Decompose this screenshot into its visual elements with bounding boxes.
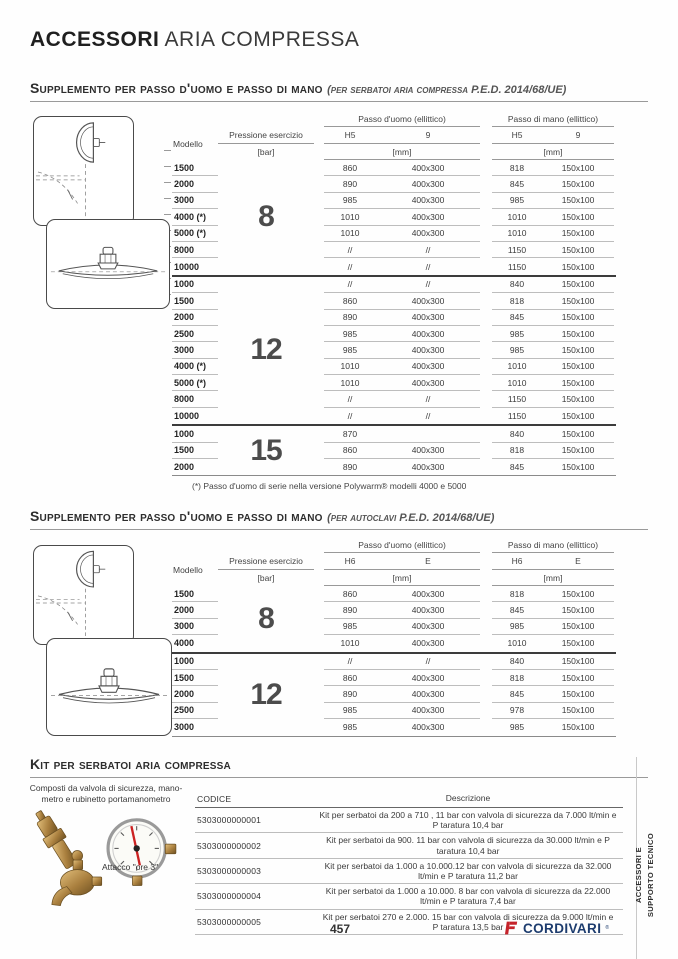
- value-dim: 150x100: [561, 279, 595, 290]
- value-dim: 400x300: [411, 377, 445, 388]
- kit-caption-line2: metro e rubinetto portamanometro: [41, 793, 171, 804]
- col-descrizione: Descrizione: [445, 793, 491, 804]
- dimension-cell-uomo: [324, 359, 480, 375]
- value-dim: 150x100: [561, 211, 595, 222]
- dimension-cell-uomo: [324, 375, 480, 391]
- model-cell: 1000: [172, 277, 218, 293]
- model-cell: 10000: [174, 411, 200, 422]
- dimension-cell-uomo: [324, 619, 480, 635]
- section2-heading-main: Supplemento per passo d'uomo e passo di mano: [30, 508, 323, 524]
- model-cell: 2000: [172, 176, 218, 192]
- value-dim: 150x100: [561, 428, 595, 439]
- model-cell: 5000 (*): [172, 375, 218, 391]
- value-h: 890: [342, 312, 358, 323]
- dimension-cell-uomo: [324, 635, 480, 651]
- dimension-cell-uomo: [324, 242, 480, 258]
- value-h: 845: [509, 179, 525, 190]
- value-dim: 150x100: [561, 462, 595, 473]
- kit-description: Kit per serbatoi da 900. 11 bar con valvola di sicurezza da 30.000 lt/min e P taratura 10,4 bar: [326, 835, 610, 856]
- value-h: 890: [342, 605, 358, 616]
- value-h: //: [347, 279, 353, 290]
- subcol-dim: 9: [575, 130, 581, 140]
- kit-caption: [18, 783, 194, 804]
- model-cell: 8000: [172, 242, 218, 258]
- model-cell: 4000 (*): [172, 209, 218, 225]
- model-cell: 4000: [174, 638, 195, 649]
- value-h: 860: [342, 295, 358, 306]
- kit-row: [195, 884, 623, 909]
- value-h: 985: [509, 328, 525, 339]
- value-dim: 400x300: [411, 228, 445, 239]
- value-h: 890: [342, 179, 358, 190]
- value-dim: 150x100: [561, 689, 595, 700]
- kit-heading: [30, 756, 648, 778]
- kit-code: 5303000000004: [197, 891, 262, 902]
- model-cell: 1500: [172, 586, 218, 602]
- value-h: 1150: [507, 411, 527, 422]
- value-dim: 150x100: [561, 328, 595, 339]
- model-cell: 1500: [172, 670, 218, 686]
- model-cell: 1500: [172, 443, 218, 459]
- kit-table: [195, 790, 623, 935]
- value-h: 1150: [507, 261, 527, 272]
- subcol-h: H6: [511, 556, 523, 566]
- value-h: 1150: [507, 394, 527, 405]
- model-cell: 2500: [172, 703, 218, 719]
- value-dim: 400x300: [411, 195, 445, 206]
- model-cell: 1000: [172, 654, 218, 670]
- unit-mm: [mm]: [324, 144, 480, 160]
- value-dim: //: [425, 394, 431, 405]
- value-h: 870: [342, 428, 358, 439]
- dimension-cell-uomo: [324, 686, 480, 702]
- pressure-value: 12: [250, 333, 282, 367]
- value-h: 1010: [340, 228, 360, 239]
- dimension-cell-uomo: [324, 176, 480, 192]
- dimension-cell-mano: [492, 391, 614, 407]
- section1-heading-note: (per serbatoi aria compressa P.E.D. 2014/68/UE): [327, 84, 567, 96]
- dimension-cell-uomo: [324, 391, 480, 407]
- pressure-group: [172, 654, 616, 737]
- kit-code: 5303000000005: [197, 916, 262, 927]
- subcol-dim: E: [425, 556, 431, 566]
- value-dim: 400x300: [411, 722, 445, 733]
- model-cell: 3000: [172, 342, 218, 358]
- value-h: 860: [342, 672, 358, 683]
- value-h: 860: [342, 162, 358, 173]
- dimension-cell-uomo: [324, 277, 480, 293]
- subcols-uomo: [324, 553, 480, 570]
- kit-description: Kit per serbatoi 270 e 2.000. 15 bar con valvola di sicurezza da 9.000 lt/min e P taratura 13,5 bar: [322, 911, 614, 932]
- value-h: 845: [509, 605, 525, 616]
- table2-body: [172, 586, 616, 737]
- kit-code: 5303000000003: [197, 865, 262, 876]
- kit-code: 5303000000002: [197, 840, 262, 851]
- value-h: 1010: [340, 361, 360, 372]
- value-dim: 150x100: [561, 312, 595, 323]
- value-dim: 150x100: [561, 179, 595, 190]
- dimension-cell-mano: [492, 602, 614, 618]
- dimension-cell-mano: [492, 586, 614, 602]
- subcol-h: H5: [344, 130, 356, 140]
- section1-heading: [30, 80, 648, 102]
- value-dim: 400x300: [411, 211, 445, 222]
- unit-bar: [bar]: [257, 573, 275, 583]
- model-cell: 10000: [174, 261, 200, 272]
- value-h: 985: [509, 621, 525, 632]
- value-dim: 400x300: [411, 344, 445, 355]
- value-h: 985: [342, 328, 358, 339]
- value-h: 818: [509, 162, 525, 173]
- kit-description: Kit per serbatoi da 1.000 a 10.000.12 bar con valvola di sicurezza da 32.000 lt/min e P taratura 11,2 bar: [324, 860, 612, 881]
- value-dim: 400x300: [411, 705, 445, 716]
- dimension-cell-uomo: [324, 342, 480, 358]
- value-h: 985: [509, 344, 525, 355]
- kit-description: Kit per serbatoi da 1.000 a 10.000. 8 bar con valvola di sicurezza da 22.000 lt/min e P taratura 7,4 bar: [325, 886, 611, 907]
- value-dim: 150x100: [561, 605, 595, 616]
- pressure-value: 8: [258, 200, 274, 234]
- dimension-cell-uomo: [324, 654, 480, 670]
- sidebar-label-line2: SUPPORTO TECNICO: [646, 832, 655, 918]
- model-cell: 1500: [172, 160, 218, 176]
- dimension-cell-mano: [492, 443, 614, 459]
- dimension-cell-mano: [492, 326, 614, 342]
- value-h: 1010: [507, 228, 527, 239]
- value-h: 845: [509, 312, 525, 323]
- value-h: 1010: [507, 211, 527, 222]
- value-dim: 150x100: [561, 195, 595, 206]
- value-dim: 150x100: [561, 722, 595, 733]
- value-dim: 150x100: [561, 377, 595, 388]
- subcol-dim: E: [575, 556, 581, 566]
- value-h: 1010: [340, 211, 360, 222]
- dimension-cell-mano: [492, 209, 614, 225]
- value-h: 1010: [340, 377, 360, 388]
- unit-bar: [bar]: [257, 147, 275, 157]
- col-group-passo-uomo: Passo d'uomo (ellittico): [324, 538, 480, 553]
- pressure-value: 15: [250, 433, 282, 467]
- dimension-cell-mano: [492, 342, 614, 358]
- dimension-cell-mano: [492, 193, 614, 209]
- kit-caption-line1: Composti da valvola di sicurezza, mano-: [29, 783, 183, 793]
- value-dim: 150x100: [561, 344, 595, 355]
- value-h: 845: [509, 462, 525, 473]
- dimension-cell-uomo: [324, 703, 480, 719]
- dimension-cell-mano: [492, 242, 614, 258]
- value-h: 1010: [507, 638, 527, 649]
- dimension-cell-uomo: [324, 670, 480, 686]
- model-cell: 2000: [174, 462, 195, 473]
- dimension-cell-uomo: [324, 209, 480, 225]
- dimension-cell-mano: [492, 703, 614, 719]
- brand-logo: [503, 920, 609, 936]
- value-h: 840: [509, 656, 525, 667]
- dimension-cell-mano: [492, 277, 614, 293]
- sidebar-vertical-label: [633, 795, 667, 955]
- value-dim: 150x100: [561, 228, 595, 239]
- value-h: 860: [342, 445, 358, 456]
- dimension-cell-mano: [492, 459, 614, 475]
- model-cell: 1500: [172, 293, 218, 309]
- subcols-mano: [492, 127, 614, 144]
- value-h: 890: [342, 689, 358, 700]
- dimension-cell-mano: [492, 160, 614, 176]
- unit-mm: [mm]: [324, 570, 480, 586]
- dimension-cell-uomo: [324, 426, 480, 442]
- dimension-cell-uomo: [324, 443, 480, 459]
- model-cell: 4000 (*): [172, 359, 218, 375]
- value-dim: //: [425, 656, 431, 667]
- subcol-dim: 9: [425, 130, 431, 140]
- pressure-group: [172, 426, 616, 476]
- dimension-cell-mano: [492, 670, 614, 686]
- table1-body: [172, 160, 616, 476]
- value-h: //: [347, 411, 353, 422]
- value-dim: 150x100: [561, 261, 595, 272]
- dimension-cell-mano: [492, 635, 614, 651]
- pressure-group: [172, 277, 616, 427]
- table1-header: [172, 112, 616, 160]
- value-dim: 400x300: [411, 328, 445, 339]
- value-dim: 400x300: [411, 445, 445, 456]
- dimension-cell-uomo: [324, 160, 480, 176]
- dimension-cell-mano: [492, 258, 614, 274]
- supplement-table-autoclavi: [172, 538, 616, 737]
- brand-registered-mark: ®: [605, 925, 610, 931]
- dimension-cell-mano: [492, 176, 614, 192]
- manhole-lid-side-drawing: [46, 219, 170, 309]
- value-h: //: [347, 656, 353, 667]
- section2-heading-note: (per autoclavi P.E.D. 2014/68/UE): [327, 512, 495, 524]
- subcol-h: H6: [344, 556, 356, 566]
- dimension-cell-mano: [492, 375, 614, 391]
- value-dim: 400x300: [411, 295, 445, 306]
- value-h: 1010: [340, 638, 360, 649]
- value-h: 818: [509, 588, 525, 599]
- cordivari-flag-icon: [503, 920, 519, 936]
- unit-mm: [mm]: [492, 570, 614, 586]
- page-title: [30, 28, 359, 52]
- col-group-passo-mano: Passo di mano (ellittico): [492, 538, 614, 553]
- value-dim: 400x300: [411, 312, 445, 323]
- manhole-cover-front-drawing: [33, 116, 134, 226]
- manhole-cover-front-drawing: [33, 545, 134, 645]
- value-h: 818: [509, 295, 525, 306]
- dimension-cell-uomo: [324, 310, 480, 326]
- value-dim: 150x100: [561, 445, 595, 456]
- value-dim: //: [425, 411, 431, 422]
- kit-table-header: [195, 790, 623, 808]
- value-dim: 400x300: [411, 605, 445, 616]
- value-h: 985: [342, 344, 358, 355]
- value-dim: 400x300: [411, 588, 445, 599]
- dimension-cell-uomo: [324, 586, 480, 602]
- dimension-cell-uomo: [324, 459, 480, 475]
- value-dim: 400x300: [411, 361, 445, 372]
- col-modello: Modello: [173, 138, 203, 149]
- model-cell: 2000: [172, 686, 218, 702]
- dimension-cell-mano: [492, 719, 614, 735]
- value-h: 840: [509, 428, 525, 439]
- dimension-cell-mano: [492, 654, 614, 670]
- value-dim: 150x100: [561, 411, 595, 422]
- value-dim: 150x100: [561, 705, 595, 716]
- model-cell: 2000: [172, 602, 218, 618]
- manhole-lid-side-drawing: [46, 638, 172, 736]
- table1-footnote: (*) Passo d'uomo di serie nella versione Polywarm® modelli 4000 e 5000: [192, 481, 467, 492]
- supplement-table-serbatoi: [172, 112, 616, 491]
- value-dim: 400x300: [411, 162, 445, 173]
- value-h: 860: [342, 588, 358, 599]
- value-dim: 400x300: [411, 638, 445, 649]
- kit-table-body: [195, 808, 623, 935]
- model-cell: 1000: [172, 426, 218, 442]
- value-dim: 400x300: [411, 179, 445, 190]
- dimension-cell-mano: [492, 686, 614, 702]
- kit-description: Kit per serbatoi da 200 a 710 , 11 bar con valvola di sicurezza da 7.000 lt/min e P taratura 10,4 bar: [319, 810, 617, 831]
- kit-row: [195, 808, 623, 833]
- value-h: 978: [509, 705, 525, 716]
- value-dim: 150x100: [561, 588, 595, 599]
- dimension-cell-mano: [492, 226, 614, 242]
- dimension-cell-uomo: [324, 193, 480, 209]
- value-dim: 150x100: [561, 672, 595, 683]
- pressure-value: 8: [258, 601, 274, 635]
- unit-mm: [mm]: [492, 144, 614, 160]
- kit-row: [195, 833, 623, 858]
- value-h: 818: [509, 672, 525, 683]
- section2-heading: [30, 508, 648, 530]
- value-dim: 400x300: [411, 462, 445, 473]
- value-h: 1150: [507, 244, 527, 255]
- value-dim: 150x100: [561, 295, 595, 306]
- dimension-cell-uomo: [324, 408, 480, 424]
- model-cell: 3000: [172, 619, 218, 635]
- safety-valve-gauge-photo: [22, 806, 192, 912]
- col-group-passo-mano: Passo di mano (ellittico): [492, 112, 614, 127]
- dimension-cell-uomo: [324, 719, 480, 735]
- value-dim: 400x300: [411, 689, 445, 700]
- value-h: 985: [342, 195, 358, 206]
- dimension-cell-uomo: [324, 226, 480, 242]
- model-cell: 2500: [172, 326, 218, 342]
- model-cell: 8000: [172, 391, 218, 407]
- photo-caption: Attacco "ore 3": [102, 862, 159, 872]
- dimension-cell-mano: [492, 619, 614, 635]
- page-title-light: ARIA COMPRESSA: [164, 28, 360, 51]
- subcols-uomo: [324, 127, 480, 144]
- value-dim: //: [425, 244, 431, 255]
- section1-heading-main: Supplemento per passo d'uomo e passo di mano: [30, 80, 323, 96]
- value-dim: 150x100: [561, 244, 595, 255]
- model-cell: 3000: [172, 193, 218, 209]
- value-h: 818: [509, 445, 525, 456]
- model-cell: 2000: [172, 310, 218, 326]
- pressure-group: [172, 586, 616, 654]
- subcols-mano: [492, 553, 614, 570]
- value-h: 985: [342, 705, 358, 716]
- pressure-value: 12: [250, 677, 282, 711]
- value-dim: 150x100: [561, 638, 595, 649]
- model-cell: 5000 (*): [172, 226, 218, 242]
- subcol-h: H5: [511, 130, 523, 140]
- dimension-cell-mano: [492, 359, 614, 375]
- value-h: 845: [509, 689, 525, 700]
- value-h: //: [347, 261, 353, 272]
- value-h: //: [347, 244, 353, 255]
- model-cell: 3000: [174, 722, 195, 733]
- dimension-cell-uomo: [324, 326, 480, 342]
- dimension-cell-mano: [492, 293, 614, 309]
- value-dim: 150x100: [561, 656, 595, 667]
- value-dim: 150x100: [561, 394, 595, 405]
- dimension-cell-uomo: [324, 258, 480, 274]
- value-dim: 400x300: [411, 621, 445, 632]
- value-dim: //: [425, 261, 431, 272]
- value-h: 985: [342, 621, 358, 632]
- table2-header: [172, 538, 616, 586]
- value-h: 985: [342, 722, 358, 733]
- col-modello: Modello: [173, 564, 203, 575]
- dimension-cell-mano: [492, 426, 614, 442]
- value-dim: 150x100: [561, 361, 595, 372]
- dimension-cell-mano: [492, 310, 614, 326]
- kit-code: 5303000000001: [197, 815, 262, 826]
- kit-heading-main: Kit per serbatoi aria compressa: [30, 756, 231, 772]
- value-h: 890: [342, 462, 358, 473]
- value-h: 840: [509, 279, 525, 290]
- col-group-passo-uomo: Passo d'uomo (ellittico): [324, 112, 480, 127]
- sidebar-label-line1: ACCESSORI E: [634, 846, 643, 904]
- value-h: 985: [509, 722, 525, 733]
- value-dim: 150x100: [561, 621, 595, 632]
- value-dim: //: [425, 279, 431, 290]
- dimension-cell-uomo: [324, 293, 480, 309]
- page-title-bold: ACCESSORI: [30, 28, 160, 51]
- value-dim: 150x100: [561, 162, 595, 173]
- value-dim: 400x300: [411, 672, 445, 683]
- kit-row: [195, 859, 623, 884]
- col-codice: CODICE: [197, 793, 232, 804]
- brand-name: CORDIVARI: [523, 920, 602, 936]
- dimension-cell-mano: [492, 408, 614, 424]
- pressure-group: [172, 160, 616, 277]
- col-pressione: Pressione esercizio: [218, 127, 314, 144]
- value-h: 985: [509, 195, 525, 206]
- value-h: 1010: [507, 361, 527, 372]
- col-pressione: Pressione esercizio: [218, 553, 314, 570]
- page-number: 457: [329, 922, 351, 936]
- value-h: //: [347, 394, 353, 405]
- dimension-cell-uomo: [324, 602, 480, 618]
- value-h: 1010: [507, 377, 527, 388]
